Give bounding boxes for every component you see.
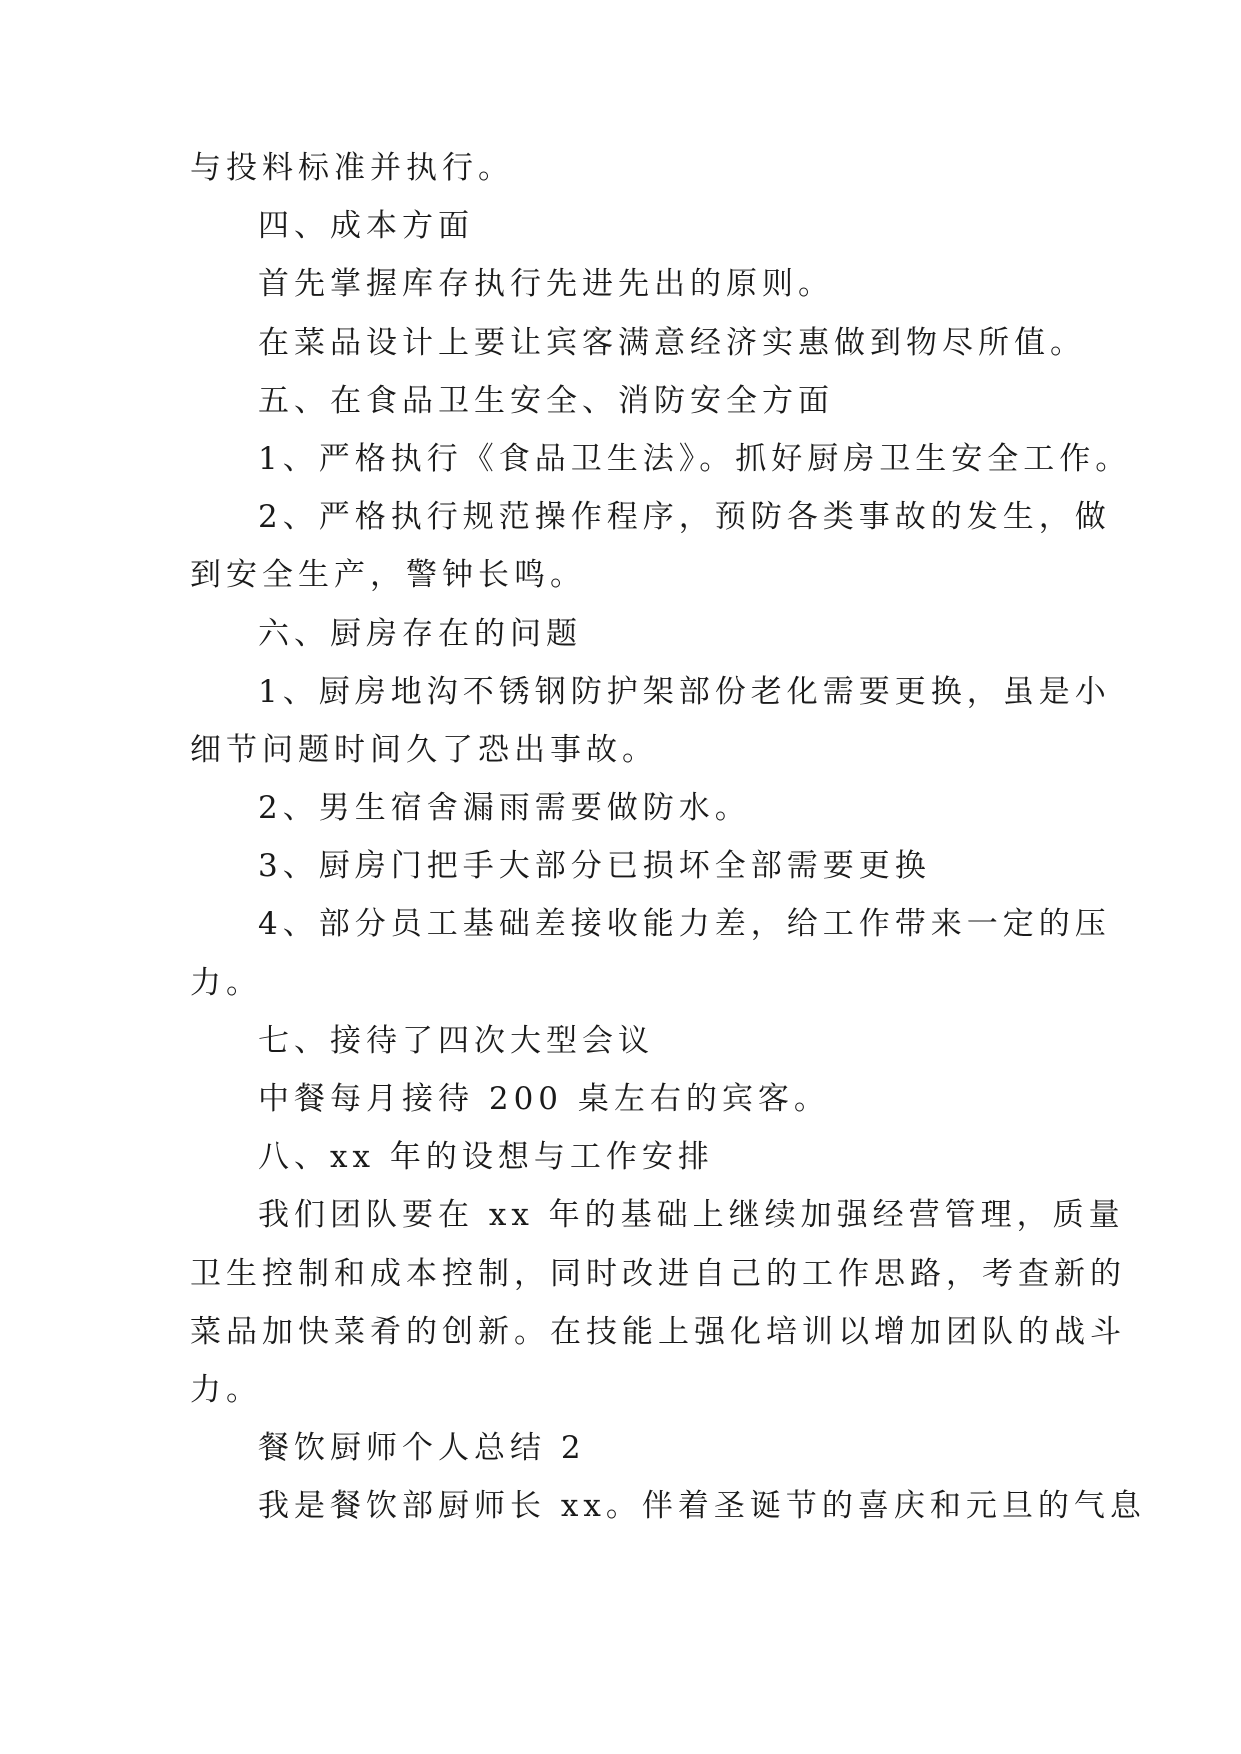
section-heading: 四、成本方面 (258, 208, 474, 245)
text-line: 2、严格执行规范操作程序，预防各类事故的发生，做 (258, 499, 1111, 536)
section-heading: 六、厨房存在的问题 (258, 615, 582, 652)
text-line: 1、厨房地沟不锈钢防护架部份老化需要更换，虽是小 (258, 673, 1111, 710)
text-line: 力。 (190, 1371, 262, 1408)
text-line: 到安全生产，警钟长鸣。 (190, 557, 586, 594)
section-heading: 五、在食品卫生安全、消防安全方面 (258, 382, 834, 419)
section-heading: 八、xx 年的设想与工作安排 (258, 1139, 714, 1176)
text-line: 3、厨房门把手大部分已损坏全部需要更换 (258, 848, 931, 885)
text-line: 中餐每月接待 200 桌左右的宾客。 (258, 1081, 830, 1117)
text-line: 菜品加快菜肴的创新。在技能上强化培训以增加团队的战斗 (190, 1313, 1126, 1350)
text-line: 首先掌握库存执行先进先出的原则。 (258, 266, 834, 303)
text-line: 我是餐饮部厨师长 xx。伴着圣诞节的喜庆和元旦的气息 (258, 1488, 1146, 1525)
text-line: 卫生控制和成本控制，同时改进自己的工作思路，考查新的 (190, 1255, 1126, 1292)
text-line: 我们团队要在 xx 年的基础上继续加强经营管理，质量 (258, 1197, 1125, 1234)
text-line: 2、男生宿舍漏雨需要做防水。 (258, 790, 751, 827)
text-line: 1、严格执行《食品卫生法》。抓好厨房卫生安全工作。 (258, 440, 1132, 477)
document-heading: 餐饮厨师个人总结 2 (258, 1430, 586, 1467)
text-line: 与投料标准并执行。 (190, 150, 514, 186)
section-heading: 七、接待了四次大型会议 (258, 1022, 654, 1059)
text-line: 力。 (190, 964, 262, 1001)
text-line: 4、部分员工基础差接收能力差，给工作带来一定的压 (258, 906, 1111, 943)
document-body (190, 139, 1146, 1536)
text-line: 在菜品设计上要让宾客满意经济实惠做到物尽所值。 (258, 324, 1086, 361)
text-line: 细节问题时间久了恐出事故。 (190, 731, 658, 768)
